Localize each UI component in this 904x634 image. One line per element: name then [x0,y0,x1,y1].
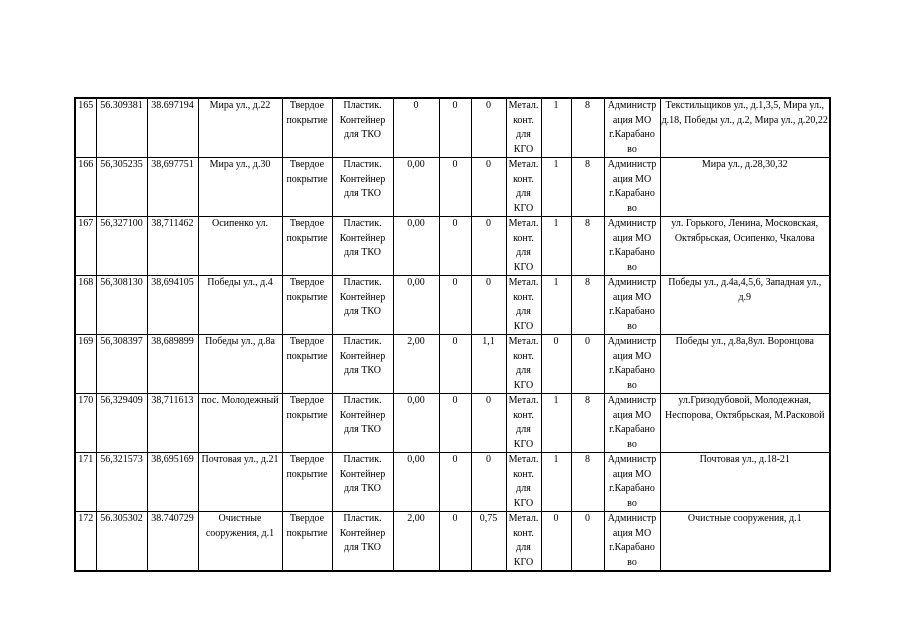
owner-cell: Администр ация МО г.Карабано во [604,276,660,335]
area-cell: 0,00 [393,158,439,217]
kgo-volume-cell: 0 [571,512,604,572]
count1-cell: 0 [439,335,471,394]
kgo-volume-cell: 0 [571,335,604,394]
row-number: 172 [75,512,96,572]
address-cell: Победы ул., д.8а [198,335,282,394]
latitude-cell: 56,329409 [96,394,147,453]
container-type-cell: Пластик. Контейнер для ТКО [332,217,393,276]
row-number: 165 [75,98,96,158]
count1-cell: 0 [439,98,471,158]
kgo-volume-cell: 8 [571,217,604,276]
served-objects-cell: Почтовая ул., д.18-21 [660,453,830,512]
row-number: 167 [75,217,96,276]
row-number: 170 [75,394,96,453]
surface-cell: Твердое покрытие [282,335,332,394]
latitude-cell: 56,308397 [96,335,147,394]
count1-cell: 0 [439,512,471,572]
owner-cell: Администр ация МО г.Карабано во [604,98,660,158]
latitude-cell: 56.305302 [96,512,147,572]
container-type-cell: Пластик. Контейнер для ТКО [332,276,393,335]
kgo-count-cell: 1 [541,394,571,453]
table-row [75,158,830,217]
owner-cell: Администр ация МО г.Карабано во [604,335,660,394]
container-type-cell: Пластик. Контейнер для ТКО [332,335,393,394]
served-objects-cell: ул.Гризодубовой, Молодежная, Неспорова, Октябрьская, М.Расковой [660,394,830,453]
waste-sites-table [74,97,831,572]
row-number: 166 [75,158,96,217]
longitude-cell: 38,711462 [147,217,198,276]
address-cell: Очистные сооружения, д.1 [198,512,282,572]
row-number: 168 [75,276,96,335]
kgo-count-cell: 0 [541,335,571,394]
served-objects-cell: ул. Горького, Ленина, Московская, Октябрьская, Осипенко, Чкалова [660,217,830,276]
latitude-cell: 56,327100 [96,217,147,276]
longitude-cell: 38.697194 [147,98,198,158]
kgo-count-cell: 0 [541,512,571,572]
kgo-container-cell: Метал. конт. для КГО [506,453,541,512]
latitude-cell: 56.309381 [96,98,147,158]
table-row [75,335,830,394]
served-objects-cell: Текстильщиков ул., д.1,3,5, Мира ул., д.18, Победы ул., д.2, Мира ул., д.20,22 [660,98,830,158]
owner-cell: Администр ация МО г.Карабано во [604,512,660,572]
volume-cell: 1,1 [471,335,506,394]
kgo-container-cell: Метал. конт. для КГО [506,394,541,453]
kgo-container-cell: Метал. конт. для КГО [506,335,541,394]
kgo-container-cell: Метал. конт. для КГО [506,276,541,335]
kgo-container-cell: Метал. конт. для КГО [506,512,541,572]
area-cell: 2,00 [393,335,439,394]
area-cell: 0,00 [393,394,439,453]
table-row [75,394,830,453]
latitude-cell: 56,308130 [96,276,147,335]
served-objects-cell: Победы ул., д.8а,8ул. Воронцова [660,335,830,394]
kgo-container-cell: Метал. конт. для КГО [506,217,541,276]
area-cell: 0,00 [393,453,439,512]
row-number: 171 [75,453,96,512]
area-cell: 0,00 [393,217,439,276]
count1-cell: 0 [439,158,471,217]
volume-cell: 0,75 [471,512,506,572]
kgo-count-cell: 1 [541,98,571,158]
owner-cell: Администр ация МО г.Карабано во [604,158,660,217]
volume-cell: 0 [471,98,506,158]
owner-cell: Администр ация МО г.Карабано во [604,394,660,453]
count1-cell: 0 [439,276,471,335]
kgo-count-cell: 1 [541,217,571,276]
volume-cell: 0 [471,276,506,335]
table-row [75,453,830,512]
address-cell: Мира ул., д.30 [198,158,282,217]
surface-cell: Твердое покрытие [282,453,332,512]
volume-cell: 0 [471,158,506,217]
count1-cell: 0 [439,217,471,276]
latitude-cell: 56,321573 [96,453,147,512]
container-type-cell: Пластик. Контейнер для ТКО [332,158,393,217]
kgo-count-cell: 1 [541,276,571,335]
container-type-cell: Пластик. Контейнер для ТКО [332,512,393,572]
area-cell: 2,00 [393,512,439,572]
area-cell: 0,00 [393,276,439,335]
container-type-cell: Пластик. Контейнер для ТКО [332,394,393,453]
volume-cell: 0 [471,394,506,453]
volume-cell: 0 [471,217,506,276]
owner-cell: Администр ация МО г.Карабано во [604,217,660,276]
address-cell: Осипенко ул. [198,217,282,276]
longitude-cell: 38,695169 [147,453,198,512]
surface-cell: Твердое покрытие [282,158,332,217]
table-row [75,512,830,572]
longitude-cell: 38,697751 [147,158,198,217]
address-cell: Победы ул., д.4 [198,276,282,335]
surface-cell: Твердое покрытие [282,512,332,572]
count1-cell: 0 [439,453,471,512]
area-cell: 0 [393,98,439,158]
kgo-count-cell: 1 [541,453,571,512]
served-objects-cell: Мира ул., д.28,30,32 [660,158,830,217]
kgo-volume-cell: 8 [571,276,604,335]
kgo-volume-cell: 8 [571,394,604,453]
kgo-count-cell: 1 [541,158,571,217]
surface-cell: Твердое покрытие [282,98,332,158]
longitude-cell: 38,689899 [147,335,198,394]
longitude-cell: 38.740729 [147,512,198,572]
served-objects-cell: Очистные сооружения, д.1 [660,512,830,572]
count1-cell: 0 [439,394,471,453]
container-type-cell: Пластик. Контейнер для ТКО [332,453,393,512]
container-type-cell: Пластик. Контейнер для ТКО [332,98,393,158]
surface-cell: Твердое покрытие [282,276,332,335]
row-number: 169 [75,335,96,394]
kgo-volume-cell: 8 [571,158,604,217]
table-row [75,98,830,158]
owner-cell: Администр ация МО г.Карабано во [604,453,660,512]
kgo-container-cell: Метал. конт. для КГО [506,98,541,158]
table-row [75,276,830,335]
latitude-cell: 56,305235 [96,158,147,217]
volume-cell: 0 [471,453,506,512]
served-objects-cell: Победы ул., д.4а,4,5,6, Западная ул., д.9 [660,276,830,335]
kgo-container-cell: Метал. конт. для КГО [506,158,541,217]
kgo-volume-cell: 8 [571,453,604,512]
surface-cell: Твердое покрытие [282,394,332,453]
address-cell: Почтовая ул., д.21 [198,453,282,512]
longitude-cell: 38,694105 [147,276,198,335]
address-cell: пос. Молодежный [198,394,282,453]
kgo-volume-cell: 8 [571,98,604,158]
table-row [75,217,830,276]
longitude-cell: 38,711613 [147,394,198,453]
address-cell: Мира ул., д.22 [198,98,282,158]
surface-cell: Твердое покрытие [282,217,332,276]
